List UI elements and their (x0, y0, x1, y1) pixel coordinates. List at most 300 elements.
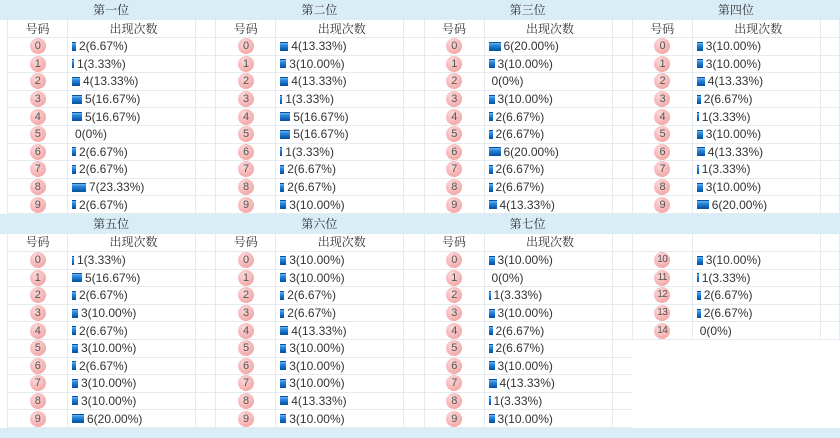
table-row-count-cell (68, 410, 196, 428)
table-row-number-cell (632, 38, 693, 56)
col-header-count: 出现次数 (68, 234, 196, 252)
frequency-text: 2(6.67%) (287, 162, 336, 177)
row-spacer (821, 196, 840, 214)
col-header-number: 号码 (424, 20, 485, 38)
frequency-text: 4(13.33%) (83, 74, 139, 89)
row-spacer (196, 38, 215, 56)
frequency-bar-icon (280, 200, 286, 209)
table-row-number-cell (215, 358, 276, 376)
row-spacer (613, 270, 632, 288)
table-row-count-cell (485, 358, 613, 376)
frequency-bar-icon (280, 396, 288, 405)
number-badge: 9 (30, 197, 46, 213)
number-badge: 5 (446, 340, 462, 356)
number-badge: 0 (30, 38, 46, 54)
frequency-bar-icon (697, 112, 699, 121)
col-header-number: 号码 (215, 20, 276, 38)
number-badge: 1 (238, 56, 254, 72)
row-spacer (196, 322, 215, 340)
table-row-count-cell (68, 322, 196, 340)
table-row-number-cell (215, 126, 276, 144)
number-badge: 3 (30, 305, 46, 321)
row-spacer (613, 126, 632, 144)
table-row-number-cell (7, 393, 68, 411)
frequency-bar-icon (72, 361, 76, 370)
table-row-number-cell (7, 91, 68, 109)
table-row-count-cell (276, 56, 404, 74)
col-header-number: 号码 (7, 20, 68, 38)
header-spacer (196, 20, 215, 38)
number-badge: 5 (238, 126, 254, 142)
frequency-bar-icon (72, 256, 74, 265)
table-row-count-cell (68, 161, 196, 179)
row-spacer (821, 252, 840, 270)
table-row-count-cell (485, 161, 613, 179)
number-badge: 8 (30, 393, 46, 409)
frequency-bar-icon (72, 291, 76, 300)
table-row-number-cell (7, 340, 68, 358)
table-row-count-cell (276, 179, 404, 197)
frequency-bar-icon (72, 42, 76, 51)
row-spacer (404, 144, 423, 162)
number-badge: 9 (654, 197, 670, 213)
number-badge: 1 (446, 270, 462, 286)
table-row-count-cell (485, 108, 613, 126)
row-spacer (821, 73, 840, 91)
table-row-count-cell (485, 126, 613, 144)
table-row-count-cell (68, 126, 196, 144)
number-badge: 3 (654, 91, 670, 107)
frequency-text: 1(3.33%) (493, 393, 543, 408)
row-spacer (821, 179, 840, 197)
row-spacer (196, 144, 215, 162)
frequency-bar-icon (697, 291, 701, 300)
table-row-number-cell (424, 375, 485, 393)
frequency-text: 6(20.00%) (711, 197, 768, 212)
table-row-number-cell (424, 126, 485, 144)
table-row-count-cell (276, 393, 404, 411)
frequency-bar-icon (280, 309, 284, 318)
table-row-number-cell (215, 393, 276, 411)
frequency-text: 0(0%) (699, 323, 732, 338)
table-row-count-cell (276, 270, 404, 288)
col-header-count: 出现次数 (485, 234, 613, 252)
row-spacer (613, 91, 632, 109)
row-spacer (613, 322, 632, 340)
position-table (215, 234, 423, 428)
position-title: 第七位 (509, 216, 546, 231)
number-badge: 8 (654, 179, 670, 195)
frequency-text: 7(23.33%) (89, 180, 145, 195)
number-badge: 6 (30, 358, 46, 374)
row-spacer (404, 179, 423, 197)
frequency-text: 2(6.67%) (495, 180, 545, 195)
table-row-count-cell (276, 196, 404, 214)
table-row-number-cell (632, 56, 693, 74)
number-badge: 5 (30, 126, 46, 142)
table-row-number-cell (632, 287, 693, 305)
frequency-text: 2(6.67%) (495, 109, 545, 124)
frequency-text: 4(13.33%) (707, 144, 764, 159)
frequency-bar-icon (280, 130, 290, 139)
row-spacer (196, 305, 215, 323)
number-badge: 13 (654, 305, 670, 321)
frequency-text: 2(6.67%) (703, 288, 753, 303)
table-row-count-cell (485, 38, 613, 56)
number-badge: 2 (654, 73, 670, 89)
table-row-number-cell (7, 161, 68, 179)
frequency-text: 5(16.67%) (293, 109, 349, 124)
table-row-number-cell (7, 108, 68, 126)
row-spacer (196, 393, 215, 411)
frequency-text: 1(3.33%) (285, 92, 334, 107)
position-title: 第五位 (93, 216, 130, 231)
table-row-number-cell (7, 252, 68, 270)
col-header-number: 号码 (215, 234, 276, 252)
number-badge: 2 (30, 287, 46, 303)
position-table (424, 20, 632, 214)
frequency-text: 2(6.67%) (79, 197, 128, 212)
row-spacer (404, 340, 423, 358)
frequency-bar-icon (280, 414, 286, 423)
row-spacer (196, 287, 215, 305)
frequency-bar-icon (489, 309, 495, 318)
frequency-text: 3(10.00%) (81, 393, 137, 408)
number-badge: 7 (30, 375, 46, 391)
row-spacer (613, 305, 632, 323)
table-row-count-cell (68, 91, 196, 109)
table-row-count-cell (68, 305, 196, 323)
table-row-count-cell (693, 287, 821, 305)
frequency-text: 5(16.67%) (85, 270, 141, 285)
frequency-bar-icon (697, 42, 703, 51)
row-spacer (613, 252, 632, 270)
table-row-number-cell (7, 126, 68, 144)
table-row-number-cell (424, 56, 485, 74)
table-row-count-cell (693, 38, 821, 56)
frequency-bar-icon (280, 344, 286, 353)
table-row-count-cell (276, 161, 404, 179)
frequency-text: 2(6.67%) (495, 127, 545, 142)
table-row-number-cell (632, 108, 693, 126)
col-header-count (693, 234, 821, 252)
table-row-number-cell (7, 305, 68, 323)
row-spacer (613, 179, 632, 197)
number-badge: 2 (446, 73, 462, 89)
row-spacer (404, 393, 423, 411)
row-spacer (821, 287, 840, 305)
row-spacer (196, 73, 215, 91)
number-badge: 6 (30, 144, 46, 160)
number-badge: 0 (238, 252, 254, 268)
number-badge: 4 (654, 109, 670, 125)
frequency-text: 6(20.00%) (503, 144, 559, 159)
table-row-number-cell (632, 322, 693, 340)
row-spacer (613, 340, 632, 358)
row-spacer (404, 358, 423, 376)
blocks-row (0, 234, 840, 428)
col-header-count: 出现次数 (485, 20, 613, 38)
number-badge: 1 (446, 56, 462, 72)
table-row-count-cell (68, 144, 196, 162)
table-row-count-cell (276, 410, 404, 428)
row-spacer (196, 179, 215, 197)
number-badge: 0 (446, 252, 462, 268)
table-row-count-cell (276, 340, 404, 358)
number-badge: 7 (446, 161, 462, 177)
row-spacer (196, 270, 215, 288)
row-spacer (821, 91, 840, 109)
frequency-bar-icon (697, 59, 703, 68)
row-spacer (821, 322, 840, 340)
frequency-bar-icon (697, 256, 703, 265)
table-row-count-cell (693, 196, 821, 214)
number-badge: 9 (446, 411, 462, 427)
table-row-count-cell (485, 56, 613, 74)
table-row-count-cell (68, 252, 196, 270)
table-row-number-cell (632, 126, 693, 144)
frequency-text: 2(6.67%) (79, 144, 128, 159)
row-spacer (404, 252, 423, 270)
row-spacer (613, 410, 632, 428)
row-spacer (196, 375, 215, 393)
number-badge: 6 (446, 358, 462, 374)
frequency-bar-icon (697, 165, 699, 174)
number-badge: 5 (654, 126, 670, 142)
frequency-text: 3(10.00%) (289, 197, 345, 212)
frequency-text: 3(10.00%) (705, 127, 762, 142)
row-spacer (613, 73, 632, 91)
table-row-count-cell (276, 144, 404, 162)
frequency-bar-icon (697, 273, 699, 282)
header-spacer (196, 234, 215, 252)
header-spacer (613, 20, 632, 38)
number-badge: 2 (238, 287, 254, 303)
number-badge: 4 (30, 109, 46, 125)
frequency-text: 2(6.67%) (703, 306, 753, 321)
table-row-count-cell (485, 73, 613, 91)
next-section-title-band (0, 428, 840, 438)
number-badge: 8 (30, 179, 46, 195)
row-spacer (404, 196, 423, 214)
table-row-count-cell (693, 322, 821, 340)
row-spacer (404, 38, 423, 56)
number-badge: 0 (30, 252, 46, 268)
row-spacer (196, 108, 215, 126)
table-row-number-cell (215, 196, 276, 214)
row-spacer (404, 56, 423, 74)
table-row-count-cell (485, 410, 613, 428)
frequency-bar-icon (489, 414, 495, 423)
frequency-bar-icon (280, 183, 284, 192)
number-badge: 7 (238, 375, 254, 391)
frequency-bar-icon (280, 42, 288, 51)
row-spacer (613, 161, 632, 179)
header-spacer (404, 234, 423, 252)
frequency-bar-icon (72, 112, 82, 121)
frequency-text: 3(10.00%) (705, 56, 762, 71)
table-row-number-cell (7, 375, 68, 393)
frequency-bar-icon (489, 183, 493, 192)
frequency-text: 2(6.67%) (287, 180, 336, 195)
number-badge: 4 (238, 109, 254, 125)
number-badge: 9 (30, 411, 46, 427)
table-row-number-cell (7, 322, 68, 340)
frequency-text: 3(10.00%) (497, 253, 553, 268)
table-row-number-cell (424, 144, 485, 162)
frequency-text: 3(10.00%) (705, 39, 762, 54)
table-row-number-cell (424, 38, 485, 56)
col-header-count: 出现次数 (276, 20, 404, 38)
frequency-bar-icon (280, 273, 286, 282)
col-header-number (632, 234, 693, 252)
number-badge: 6 (238, 358, 254, 374)
frequency-bar-icon (72, 326, 76, 335)
table-row-count-cell (276, 322, 404, 340)
table-row-number-cell (7, 73, 68, 91)
row-spacer (404, 161, 423, 179)
table-row-number-cell (215, 56, 276, 74)
table-row-number-cell (7, 56, 68, 74)
table-row-number-cell (215, 375, 276, 393)
position-table (424, 234, 632, 428)
frequency-bar-icon (489, 165, 493, 174)
frequency-bar-icon (280, 112, 290, 121)
table-row-number-cell (7, 144, 68, 162)
table-row-number-cell (215, 38, 276, 56)
frequency-bar-icon (489, 112, 493, 121)
position-title (632, 214, 840, 234)
number-badge: 4 (446, 109, 462, 125)
row-spacer (404, 305, 423, 323)
frequency-text: 1(3.33%) (493, 288, 543, 303)
table-row-count-cell (693, 252, 821, 270)
table-row-number-cell (424, 179, 485, 197)
table-row-count-cell (276, 375, 404, 393)
table-row-number-cell (215, 410, 276, 428)
frequency-bar-icon (489, 326, 493, 335)
frequency-text: 4(13.33%) (291, 323, 347, 338)
table-row-count-cell (485, 252, 613, 270)
table-row-count-cell (485, 305, 613, 323)
table-row-number-cell (7, 358, 68, 376)
frequency-bar-icon (72, 95, 82, 104)
number-badge: 12 (654, 287, 670, 303)
table-row-number-cell (7, 38, 68, 56)
frequency-bar-icon (697, 77, 705, 86)
table-row-number-cell (632, 196, 693, 214)
table-row-count-cell (276, 73, 404, 91)
row-spacer (196, 91, 215, 109)
frequency-bar-icon (489, 256, 495, 265)
frequency-bar-icon (280, 59, 286, 68)
frequency-text: 4(13.33%) (291, 393, 347, 408)
number-badge: 1 (654, 56, 670, 72)
frequency-bar-icon (72, 200, 76, 209)
table-row-count-cell (68, 38, 196, 56)
stat-section (0, 214, 840, 428)
header-spacer (821, 20, 840, 38)
table-row-number-cell (632, 270, 693, 288)
frequency-text: 1(3.33%) (77, 253, 126, 268)
frequency-text: 3(10.00%) (81, 376, 137, 391)
table-row-number-cell (215, 91, 276, 109)
table-row-number-cell (424, 393, 485, 411)
row-spacer (613, 375, 632, 393)
number-badge: 3 (30, 91, 46, 107)
table-row-count-cell (276, 91, 404, 109)
table-row-count-cell (693, 73, 821, 91)
row-spacer (196, 161, 215, 179)
frequency-text: 6(20.00%) (87, 411, 143, 426)
number-badge: 3 (238, 305, 254, 321)
table-row-count-cell (68, 196, 196, 214)
frequency-bar-icon (489, 59, 495, 68)
frequency-text: 3(10.00%) (497, 411, 553, 426)
table-row-number-cell (215, 270, 276, 288)
frequency-bar-icon (280, 291, 284, 300)
table-row-number-cell (424, 322, 485, 340)
position-table (7, 20, 215, 214)
frequency-text: 1(3.33%) (701, 162, 751, 177)
table-row-count-cell (276, 252, 404, 270)
table-row-count-cell (693, 56, 821, 74)
table-row-count-cell (68, 340, 196, 358)
frequency-bar-icon (489, 291, 491, 300)
row-spacer (821, 144, 840, 162)
table-row-count-cell (68, 287, 196, 305)
table-row-number-cell (424, 196, 485, 214)
row-spacer (196, 340, 215, 358)
position-title: 第一位 (93, 3, 130, 17)
number-badge: 9 (446, 197, 462, 213)
table-row-number-cell (632, 161, 693, 179)
number-badge: 7 (238, 161, 254, 177)
number-badge: 8 (238, 179, 254, 195)
section-title-band (0, 0, 840, 20)
row-spacer (404, 270, 423, 288)
frequency-text: 3(10.00%) (705, 253, 762, 268)
frequency-text: 3(10.00%) (289, 358, 345, 373)
number-badge: 11 (654, 270, 670, 286)
row-spacer (613, 358, 632, 376)
table-row-count-cell (485, 196, 613, 214)
number-badge: 1 (30, 270, 46, 286)
row-spacer (196, 126, 215, 144)
frequency-bar-icon (72, 77, 80, 86)
table-row-count-cell (693, 91, 821, 109)
number-badge: 1 (238, 270, 254, 286)
table-row-count-cell (693, 144, 821, 162)
number-badge: 0 (238, 38, 254, 54)
frequency-bar-icon (280, 95, 282, 104)
col-header-count: 出现次数 (276, 234, 404, 252)
table-row-count-cell (68, 56, 196, 74)
frequency-bar-icon (697, 183, 703, 192)
number-badge: 2 (446, 287, 462, 303)
frequency-text: 3(10.00%) (497, 306, 553, 321)
table-row-count-cell (276, 358, 404, 376)
frequency-bar-icon (72, 396, 78, 405)
frequency-text: 1(3.33%) (285, 144, 334, 159)
table-row-count-cell (693, 179, 821, 197)
frequency-bar-icon (489, 200, 497, 209)
table-row-count-cell (276, 305, 404, 323)
table-row-number-cell (215, 161, 276, 179)
table-row-number-cell (215, 108, 276, 126)
col-header-count: 出现次数 (68, 20, 196, 38)
frequency-text: 1(3.33%) (701, 270, 751, 285)
